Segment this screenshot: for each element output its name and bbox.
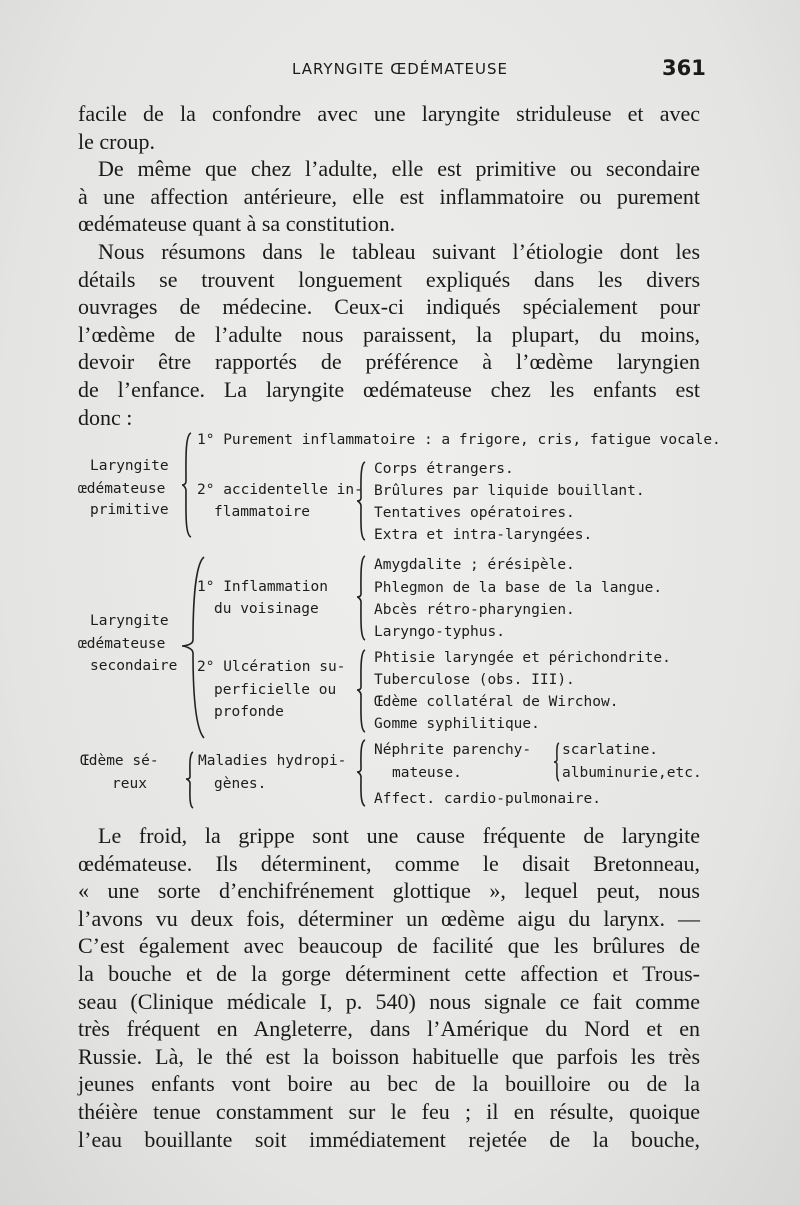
page-number: 361 — [662, 56, 706, 80]
brace-primitive — [181, 431, 193, 539]
cause-line: Tuberculose (obs. III). — [374, 672, 575, 688]
text-line: très fréquent en Angleterre, dans l’Amérique du Nord et en — [78, 1016, 700, 1042]
label-line: œdémateuse — [78, 636, 166, 652]
cause-line: Brûlures par liquide bouillant. — [374, 483, 645, 499]
bottom-text — [78, 822, 700, 1153]
item-line: du voisinage — [214, 601, 319, 617]
cause-line: Laryngo-typhus. — [374, 624, 505, 640]
label-line: primitive — [90, 502, 169, 518]
text-line: l’avons vu deux fois, déterminer un œdème aigu du larynx. — — [78, 905, 700, 931]
text-line: œdémateuse. Ils déterminent, comme le disait Bretonneau, — [78, 850, 700, 876]
text-line: facile de la confondre avec une laryngite striduleuse et avec — [78, 101, 700, 126]
primitive-item-1: 1° Purement inflammatoire : a frigore, cris, fatigue vocale. — [197, 432, 721, 448]
top-text — [78, 100, 700, 431]
cause-line: Gomme syphilitique. — [374, 716, 540, 732]
cause-line: Phtisie laryngée et périchondrite. — [374, 650, 671, 666]
label-line: Laryngite — [90, 613, 169, 629]
cause-line: Corps étrangers. — [374, 461, 514, 477]
text-line: l’œdème de l’adulte nous paraissent, la plupart, du moins, — [78, 321, 700, 347]
text-line: Russie. Là, le thé est la boisson habituelle que parfois les très — [78, 1043, 700, 1069]
text-line: la bouche et de la gorge déterminent cette affection et Trous- — [78, 960, 700, 986]
text-line: œdémateuse quant à sa constitution. — [78, 211, 396, 237]
label-line: Œdème sé- — [80, 753, 159, 769]
cause-line: Extra et intra-laryngées. — [374, 527, 593, 543]
item-line: 2° Ulcération su- — [197, 659, 346, 675]
text-line: le croup. — [78, 128, 155, 154]
sub-cause-line: albuminurie,etc. — [562, 765, 702, 781]
text-line: De même que chez l’adulte, elle est primitive ou secondaire — [98, 156, 700, 182]
item-line: 1° Inflammation — [197, 579, 328, 595]
text-line: seau (Clinique médicale I, p. 540) nous signale ce fait comme — [78, 988, 700, 1014]
running-title: LARYNGITE ŒDÉMATEUSE — [292, 60, 508, 78]
cause-line: Néphrite parenchy- — [374, 742, 532, 758]
text-line: Le froid, la grippe sont une cause fréquente de laryngite — [98, 823, 700, 848]
item-line: profonde — [214, 704, 284, 720]
brace-secondaire-causes-1 — [355, 554, 367, 642]
text-line: à une affection antérieure, elle est inflammatoire ou purement — [78, 183, 700, 209]
label-line: œdémateuse — [78, 481, 166, 497]
label-line: Laryngite — [90, 458, 169, 474]
label-line: reux — [112, 776, 147, 792]
cause-line: Phlegmon de la base de la langue. — [374, 580, 663, 596]
item-line: gènes. — [214, 776, 267, 792]
cause-line: Affect. cardio-pulmonaire. — [374, 791, 601, 807]
text-line: « une sorte d’enchifrénement glottique », lequel peut, nous — [78, 878, 700, 904]
item-line: Maladies hydropi- — [198, 753, 347, 769]
brace-primitive-causes — [355, 460, 367, 542]
cause-line: Œdème collatéral de Wirchow. — [374, 694, 619, 710]
item-line: 2° accidentelle in- — [197, 482, 363, 498]
item-line: flammatoire — [214, 504, 311, 520]
cause-line: Amygdalite ; érésipèle. — [374, 557, 575, 573]
text-line: Nous résumons dans le tableau suivant l’étiologie dont les — [98, 238, 700, 264]
item-line: perficielle ou — [214, 682, 337, 698]
text-line: donc : — [78, 404, 133, 430]
text-line: devoir être rapportés de préférence à l’œdème laryngien — [78, 349, 700, 375]
brace-sereux — [185, 750, 195, 810]
text-line: C’est également avec beaucoup de facilité que les brûlures de — [78, 933, 700, 959]
text-line: théière tenue constamment sur le feu ; il en résulte, quoique — [78, 1098, 700, 1124]
cause-line: Tentatives opératoires. — [374, 505, 575, 521]
brace-sereux-sub — [553, 741, 561, 783]
label-line: secondaire — [90, 658, 178, 674]
text-line: ouvrages de médecine. Ceux-ci indiqués spécialement pour — [78, 294, 700, 320]
cause-line: Abcès rétro-pharyngien. — [374, 602, 575, 618]
cause-line: mateuse. — [392, 765, 462, 781]
brace-secondaire-causes-2 — [355, 648, 367, 734]
text-line: l’eau bouillante soit immédiatement rejetée de la bouche, — [78, 1126, 700, 1152]
brace-sereux-causes — [355, 738, 367, 808]
text-line: détails se trouvent longuement expliqués dans les divers — [78, 266, 700, 292]
text-line: de l’enfance. La laryngite œdémateuse chez les enfants est — [78, 376, 700, 402]
sub-cause-line: scarlatine. — [562, 742, 659, 758]
text-line: jeunes enfants vont boire au bec de la bouilloire ou de la — [78, 1071, 700, 1097]
